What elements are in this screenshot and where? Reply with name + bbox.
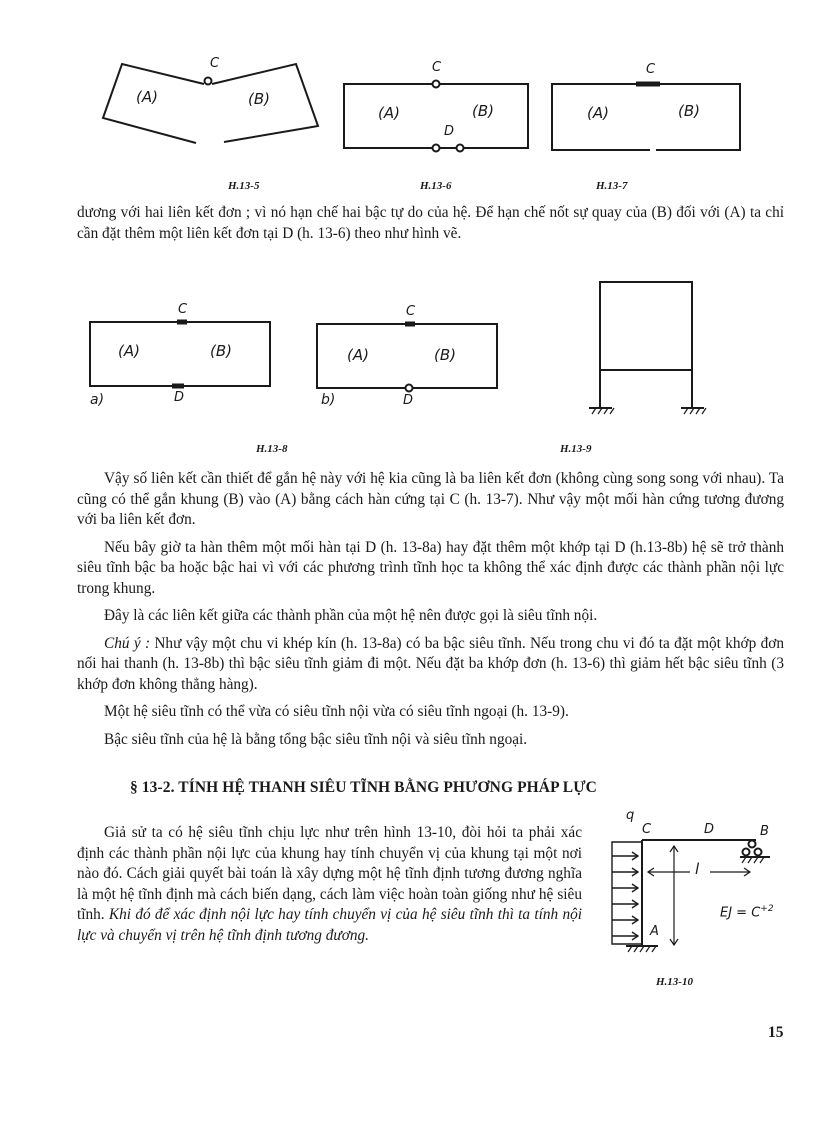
fig7-caption: H.13-7 — [596, 180, 628, 192]
paragraph-2: Vậy số liên kết cần thiết để gắn hệ này với hệ kia cũng là ba liên kết đơn (không cùng song song với nhau). Ta cũng có thể gắn khung (B) vào (A) bằng cách hàn cứng tại C (h. 13-7). Như vậy một mối hàn cứng tương đương với ba liên kết đơn. — [77, 470, 784, 528]
fig5-label-c: C — [210, 56, 220, 71]
fig8b-label-d: D — [403, 393, 414, 408]
fig7-label-b: (B) — [678, 102, 700, 120]
fig10-label-d: D — [704, 822, 715, 837]
fig6-caption: H.13-6 — [420, 180, 452, 192]
fig6-label-c: C — [432, 60, 442, 75]
paragraph-7: Bậc siêu tĩnh của hệ là bằng tổng bậc siêu tĩnh nội và siêu tĩnh ngoại. — [104, 730, 528, 748]
fig8b-label-b: (B) — [434, 346, 456, 364]
figure-13-7-frame — [552, 84, 740, 150]
figure-13-9-frame — [589, 282, 706, 414]
fig8a-label-c: C — [178, 302, 188, 317]
fig8a-label-b: (B) — [210, 342, 232, 360]
fig5-caption: H.13-5 — [228, 180, 260, 192]
fig8a-label-a: (A) — [118, 342, 140, 360]
paragraph-8: Giả sử ta có hệ siêu tĩnh chịu lực như trên hình 13-10, đòi hỏi ta phải xác định các thành phần nội lực của khung hay tính chuyển vị của khung tại một nơi nào đó. Cách giải quyết bài toán là xây dựng một hệ tĩnh định tương đương nghĩa là một hệ tĩnh định mà cách biến dạng, cách làm việc hoàn toàn giống như hệ siêu tĩnh. Khi đó để xác định nội lực hay tính chuyển vị của hệ siêu tĩnh thì ta tính nội lực và chuyển vị trên hệ tĩnh định tương đương. — [77, 824, 582, 944]
fig5-label-a: (A) — [136, 88, 158, 106]
fig10-label-l: l — [695, 860, 700, 878]
fig8b-label-c: C — [406, 304, 416, 319]
fig8a-label-d: D — [174, 390, 185, 405]
fig6-label-a: (A) — [378, 104, 400, 122]
page-number: 15 — [768, 1024, 784, 1041]
figure-13-10-frame — [612, 840, 770, 952]
fig10-label-q: q — [626, 808, 635, 823]
fig9-caption: H.13-9 — [560, 443, 592, 455]
fig8b-label-a: (A) — [347, 346, 369, 364]
figure-13-8a-frame — [90, 322, 270, 386]
fig10-caption: H.13-10 — [656, 976, 693, 988]
fig6-label-b: (B) — [472, 102, 494, 120]
paragraph-1: dương với hai liên kết đơn ; vì nó hạn chế hai bậc tự do của hệ. Để hạn chế nốt sự quay của (B) đối với (A) ta chỉ cần đặt thêm một liên kết đơn tại D (h. 13-6) theo như hình vẽ. — [77, 204, 784, 242]
paragraph-3: Nếu bây giờ ta hàn thêm một mối hàn tại D (h. 13-8a) hay đặt thêm một khớp tại D (h.13-8b) hệ sẽ trở thành siêu tĩnh bậc ba hoặc bậc hai vì với các phương trình tĩnh học ta không thể xác định được các thành phần nội lực trong khung. — [77, 538, 784, 597]
fig10-label-ej: EJ = $C^{+2}$ — [720, 904, 774, 921]
figure-13-8b-frame — [317, 324, 497, 392]
paragraph-5: Chú ý : Như vậy một chu vi khép kín (h. 13-8a) có ba bậc siêu tĩnh. Nếu trong chu vi đó ta đặt một khớp đơn nối hai thanh (h. 13-8b) thì bậc siêu tĩnh giảm đi một. Nếu đặt ba khớp đơn (h. 13-6) thì giảm hết bậc siêu tĩnh (3 khớp đơn không thẳng hàng). — [77, 634, 784, 693]
paragraph-6: Một hệ siêu tĩnh có thể vừa có siêu tĩnh nội vừa có siêu tĩnh ngoại (h. 13-9). — [104, 703, 569, 720]
fig6-label-d: D — [444, 124, 455, 139]
fig8b-tag: b) — [321, 392, 336, 408]
fig7-label-a: (A) — [587, 104, 609, 122]
fig10-label-c: C — [642, 822, 652, 837]
figure-13-6-frame — [344, 81, 528, 152]
paragraph-4: Đây là các liên kết giữa các thành phần của một hệ nên được gọi là siêu tĩnh nội. — [104, 607, 598, 624]
fig8-caption: H.13-8 — [256, 443, 288, 455]
section-title: § 13-2. TÍNH HỆ THANH SIÊU TĨNH BẰNG PHƯƠNG PHÁP LỰC — [130, 779, 597, 796]
fig8a-tag: a) — [90, 392, 105, 408]
fig5-label-b: (B) — [248, 90, 270, 108]
fig10-label-a: A — [650, 924, 659, 939]
fig10-label-b: B — [760, 824, 769, 839]
body-text-block — [77, 469, 784, 750]
fig7-label-c: C — [646, 62, 656, 77]
